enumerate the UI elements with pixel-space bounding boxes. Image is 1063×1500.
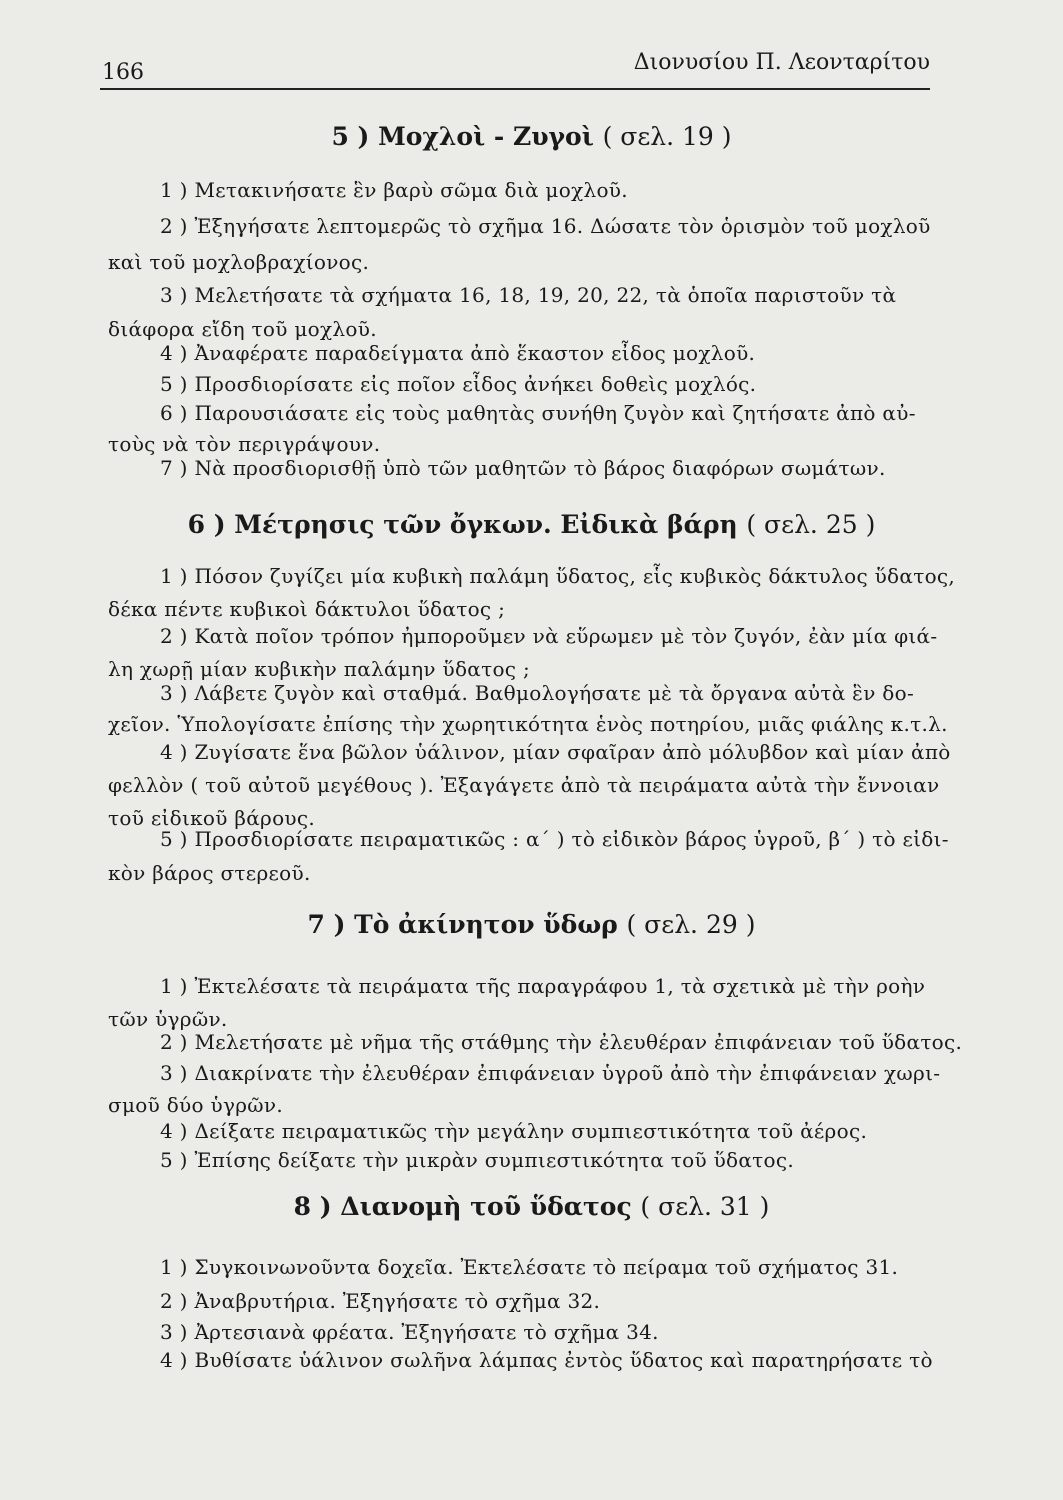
text-line: σμοῦ δύο ὑγρῶν. [108,1093,283,1117]
section-page-ref: ( σελ. 19 ) [602,122,732,151]
text-line: 3 ) Ἀρτεσιανὰ φρέατα. Ἐξηγήσατε τὸ σχῆμα 34. [160,1320,659,1344]
text-line: κὸν βάρος στερεοῦ. [108,861,311,885]
text-line: λη χωρῇ μίαν κυβικὴν παλάμην ὕδατος ; [108,657,530,681]
running-head: Διονυσίου Π. Λεονταρίτου [633,50,930,75]
text-line: 3 ) Λάβετε ζυγὸν καὶ σταθμά. Βαθμολογήσατε μὲ τὰ ὄργανα αὐτὰ ἓν δο- [160,681,915,705]
text-line: τῶν ὑγρῶν. [108,1007,228,1031]
section-title: 8 ) Διανομὴ τοῦ ὕδατος [293,1192,632,1221]
text-line: 5 ) Ἐπίσης δείξατε τὴν μικρὰν συμπιεστικότητα τοῦ ὕδατος. [160,1148,795,1172]
section-heading [0,510,1063,539]
text-line: φελλὸν ( τοῦ αὐτοῦ μεγέθους ). Ἐξαγάγετε ἀπὸ τὰ πειράματα αὐτὰ τὴν ἔννοιαν [108,773,940,797]
section-title: 7 ) Τὸ ἀκίνητον ὕδωρ [307,910,618,939]
text-line: 4 ) Δείξατε πειραματικῶς τὴν μεγάλην συμπιεστικότητα τοῦ ἀέρος. [160,1119,868,1143]
page-number: 166 [102,60,144,85]
text-line: 2 ) Μελετήσατε μὲ νῆμα τῆς στάθμης τὴν ἐλευθέραν ἐπιφάνειαν τοῦ ὕδατος. [160,1030,963,1054]
text-line: 1 ) Ἐκτελέσατε τὰ πειράματα τῆς παραγράφου 1, τὰ σχετικὰ μὲ τὴν ροὴν [160,974,926,998]
section-page-ref: ( σελ. 25 ) [746,510,876,539]
text-line: 2 ) Ἐξηγήσατε λεπτομερῶς τὸ σχῆμα 16. Δώσατε τὸν ὁρισμὸν τοῦ μοχλοῦ [160,214,931,238]
text-line: 1 ) Συγκοινωνοῦντα δοχεῖα. Ἐκτελέσατε τὸ πείραμα τοῦ σχήματος 31. [160,1255,899,1279]
text-line: 4 ) Ἀναφέρατε παραδείγματα ἀπὸ ἕκαστον εἶδος μοχλοῦ. [160,341,756,365]
text-line: 5 ) Προσδιορίσατε εἰς ποῖον εἶδος ἀνήκει δοθεὶς μοχλός. [160,372,757,396]
section-page-ref: ( σελ. 29 ) [626,910,756,939]
text-line: διάφορα εἴδη τοῦ μοχλοῦ. [108,317,377,341]
text-line: 5 ) Προσδιορίσατε πειραματικῶς : α΄ ) τὸ εἰδικὸν βάρος ὑγροῦ, β΄ ) τὸ εἰδι- [160,827,949,851]
section-title: 6 ) Μέτρησις τῶν ὄγκων. Εἰδικὰ βάρη [187,510,738,539]
text-line: 7 ) Νὰ προσδιορισθῇ ὑπὸ τῶν μαθητῶν τὸ βάρος διαφόρων σωμάτων. [160,456,886,480]
section-heading [0,122,1063,151]
text-line: 2 ) Ἀναβρυτήρια. Ἐξηγήσατε τὸ σχῆμα 32. [160,1289,601,1313]
text-line: 1 ) Πόσον ζυγίζει μία κυβικὴ παλάμη ὕδατος, εἷς κυβικὸς δάκτυλος ὕδατος, [160,564,956,588]
section-title: 5 ) Μοχλοὶ - Ζυγοὶ [331,122,594,151]
page-header [100,48,930,90]
text-line: 3 ) Μελετήσατε τὰ σχήματα 16, 18, 19, 20, 22, τὰ ὁποῖα παριστοῦν τὰ [160,283,897,307]
text-line: 6 ) Παρουσιάσατε εἰς τοὺς μαθητὰς συνήθη ζυγὸν καὶ ζητήσατε ἀπὸ αὐ- [160,401,916,425]
section-page-ref: ( σελ. 31 ) [640,1192,770,1221]
section-heading [0,910,1063,939]
section-heading [0,1192,1063,1221]
text-line: δέκα πέντε κυβικοὶ δάκτυλοι ὕδατος ; [108,597,506,621]
text-line: 1 ) Μετακινήσατε ἓν βαρὺ σῶμα διὰ μοχλοῦ. [160,178,628,202]
text-line: 4 ) Βυθίσατε ὑάλινον σωλῆνα λάμπας ἐντὸς ὕδατος καὶ παρατηρήσατε τὸ [160,1348,933,1372]
text-line: 2 ) Κατὰ ποῖον τρόπον ἠμποροῦμεν νὰ εὕρωμεν μὲ τὸν ζυγόν, ἐὰν μία φιά- [160,624,938,648]
text-line: 3 ) Διακρίνατε τὴν ἐλευθέραν ἐπιφάνειαν ὑγροῦ ἀπὸ τὴν ἐπιφάνειαν χωρι- [160,1061,941,1085]
text-line: τοὺς νὰ τὸν περιγράψουν. [108,432,381,456]
text-line: καὶ τοῦ μοχλοβραχίονος. [108,250,370,274]
text-line: χεῖον. Ὑπολογίσατε ἐπίσης τὴν χωρητικότητα ἑνὸς ποτηρίου, μιᾶς φιάλης κ.τ.λ. [108,712,948,736]
text-line: τοῦ εἰδικοῦ βάρους. [108,806,316,830]
text-line: 4 ) Ζυγίσατε ἕνα βῶλον ὑάλινον, μίαν σφαῖραν ἀπὸ μόλυβδον καὶ μίαν ἀπὸ [160,740,951,764]
